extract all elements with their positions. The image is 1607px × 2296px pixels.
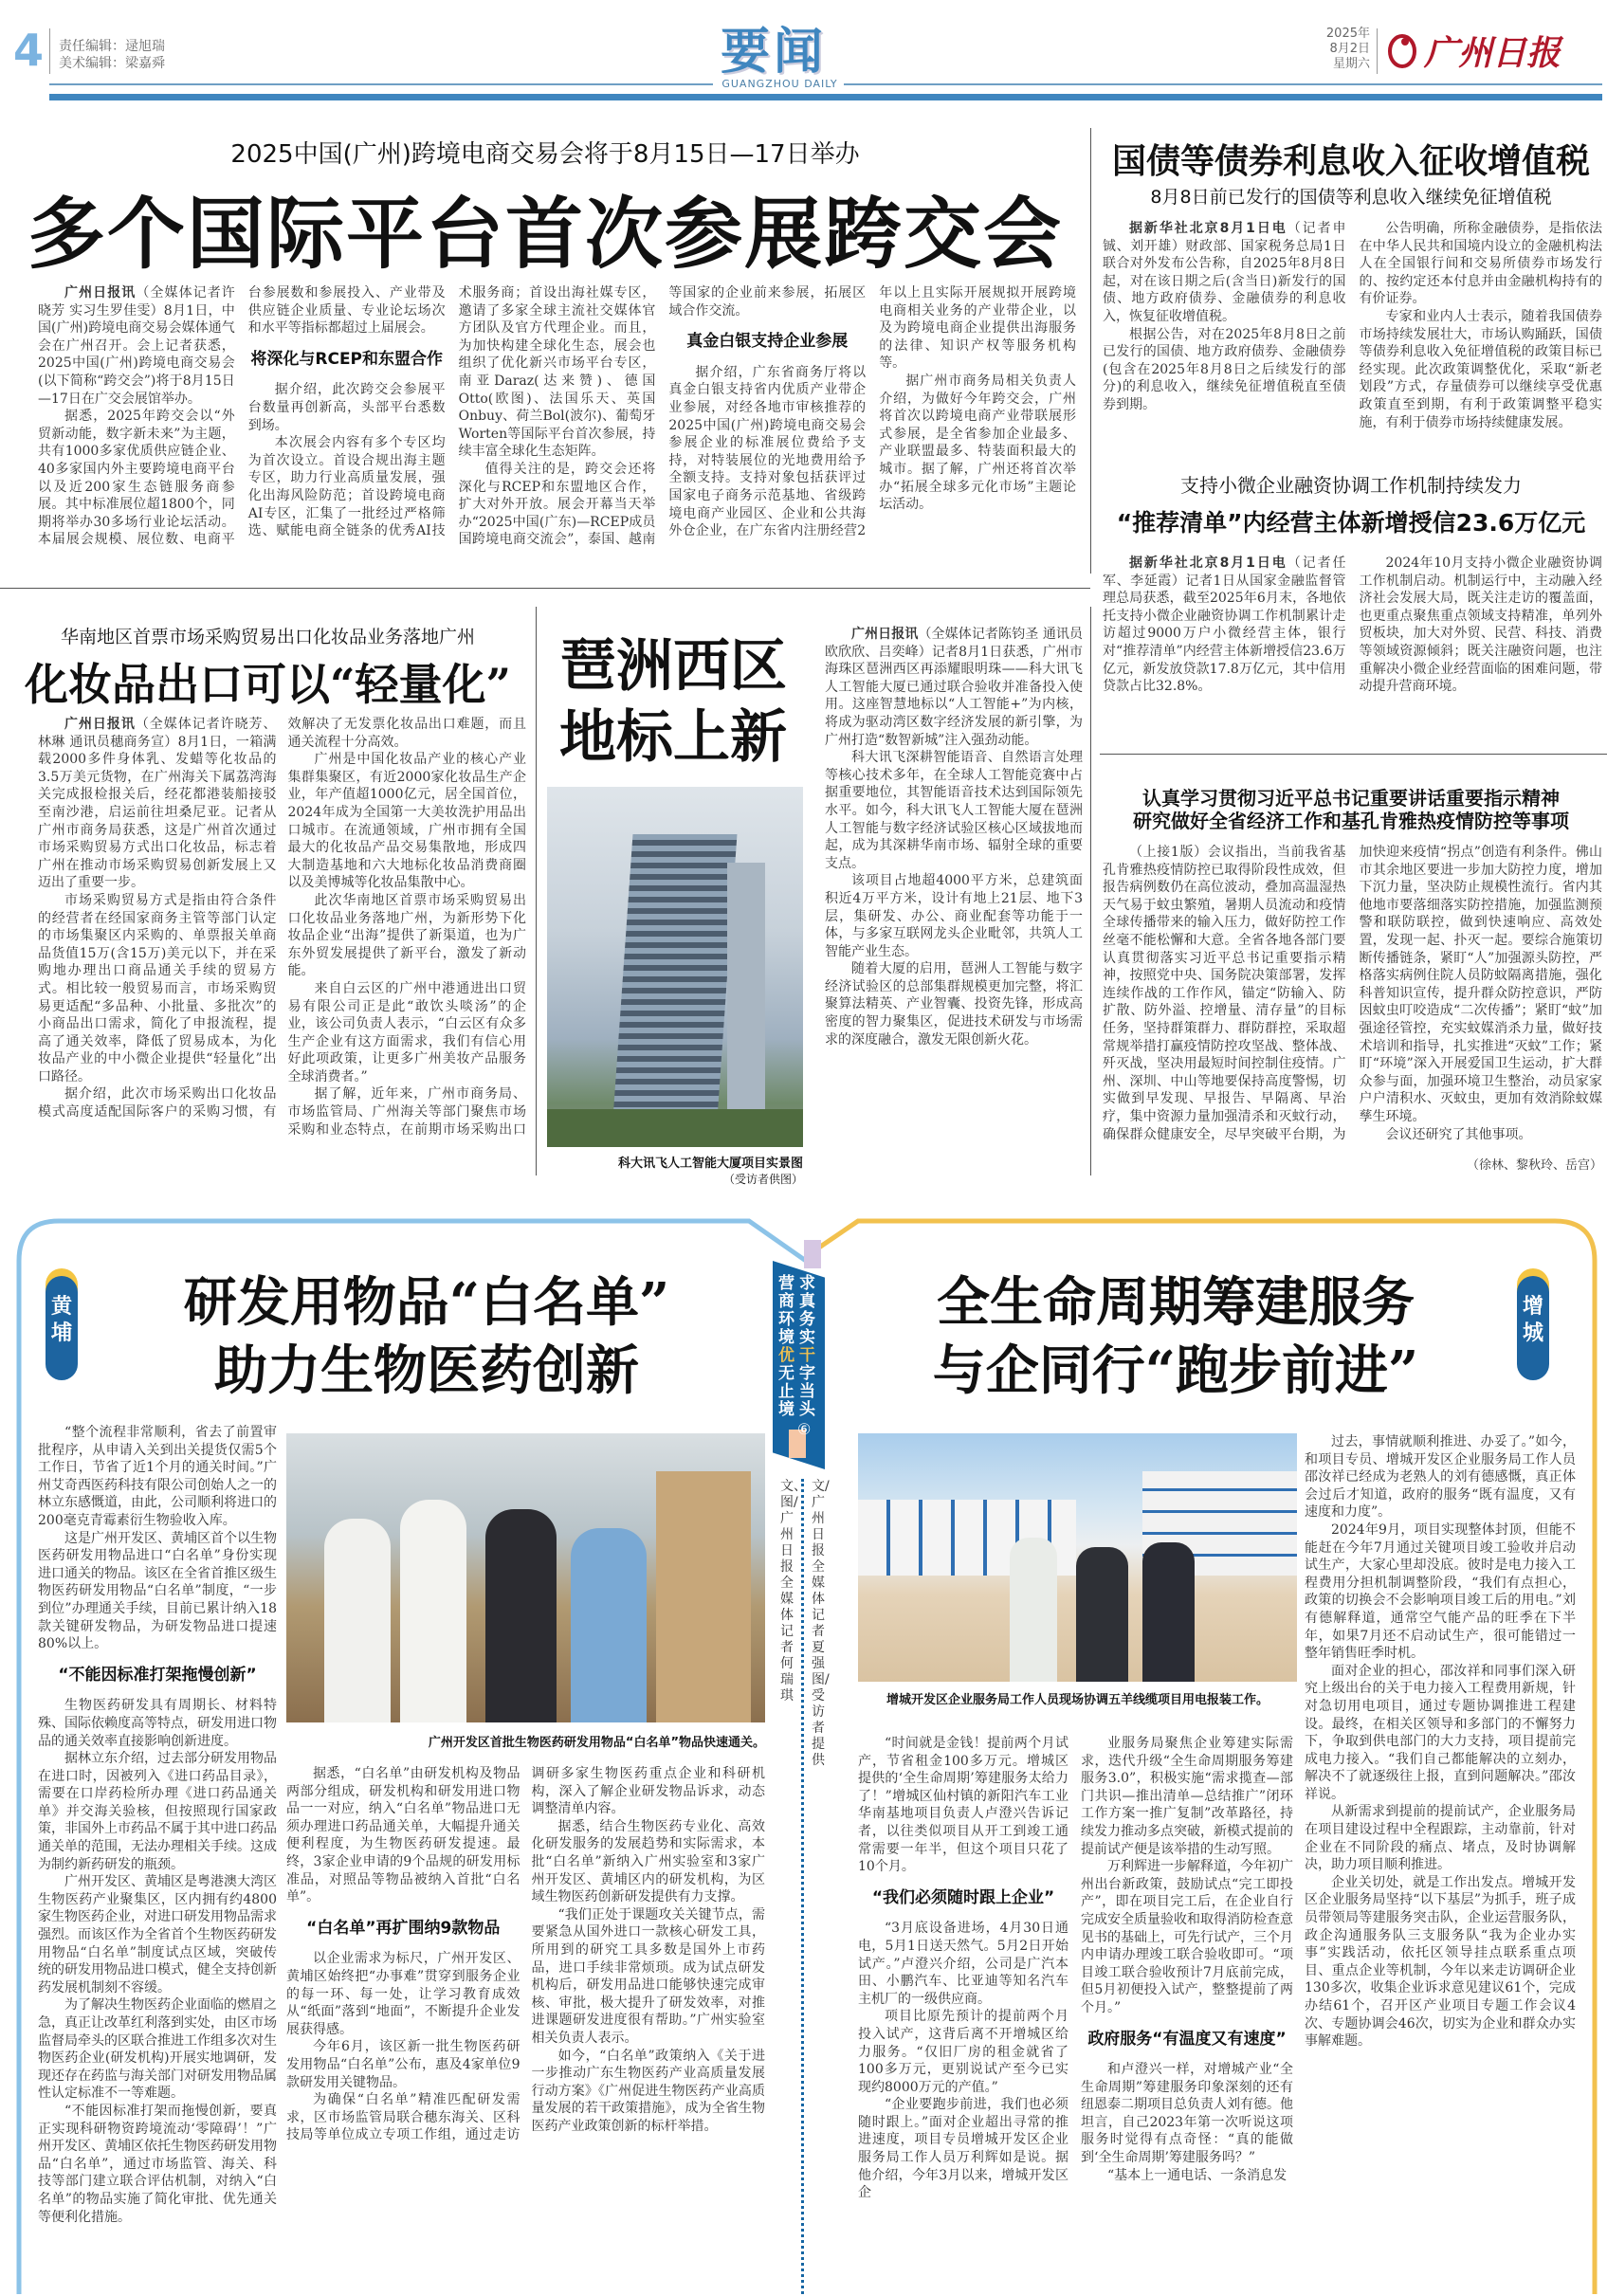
a5-headline-line1: 琶洲西区: [559, 633, 787, 700]
a3-body: [1103, 555, 1602, 735]
paragraph-text: 随着大厦的启用，琶洲人工智能与数字经济试验区的总部集群规模更加完整，将汇聚算法精英、产业智囊、投资先锋，形成高密度的智力聚集区，促进技术研发与市场需求的深度融合，激发无限创新火花。: [825, 961, 1083, 1048]
section-subtitle: GUANGZHOU DAILY: [721, 78, 838, 90]
paragraph: [286, 1765, 520, 1906]
date-year: 2025年: [1325, 27, 1370, 41]
paragraph: [879, 373, 1076, 514]
paragraph: [858, 1920, 1068, 2008]
logo-emblem-icon: [1386, 32, 1418, 70]
a8-body-col1: [858, 1735, 1068, 2287]
paragraph-text: （记者任军、李延霞）记者1日从国家金融监督管理总局获悉，截至2025年6月末，各地依托支持小微企业融资协调工作机制累计走访超过9000万户小微经营主体，银行对“推荐清单”内经营主体新增授信23.6万亿元，新发放贷款17.8万亿元，其中信用贷款占比32.8%。: [1103, 556, 1346, 695]
a7-headline-line2: 助力生物医药创新: [214, 1339, 639, 1402]
subheading: 政府服务“有温度又有速度”: [1087, 2029, 1287, 2049]
paragraph: [286, 2038, 520, 2091]
section-title: 要闻: [721, 23, 828, 81]
paragraph-text: 2024年9月，项目实现整体封顶，但能不能赶在今年7月通过关键项目竣工验收并启动试生产，大家心里却没底。彼时是电力接入工程费用分担机制调整阶段，“我们有点担心，政策的切换会不会影响项目竣工后的用电。”刘有德解释道，通常空气能产品的旺季在下半年，如果7月还不启动试生产，很可能错过一整年销售旺季时机。: [1305, 1522, 1576, 1662]
paragraph-text: 以企业需求为标尺，广州开发区、黄埔区始终把“办事难”贯穿到服务企业的每一环、每一处，让学习教育成效从“纸面”落到“地面”，不断提升企业发展获得感。: [286, 1951, 520, 2037]
art-editor: 美术编辑：梁嘉舜: [59, 56, 165, 71]
a8-site-photo: [858, 1433, 1297, 1682]
a6-body: [1103, 844, 1602, 1152]
paragraph-text: 万利辉进一步解释道，今年初广州出台新政策，鼓励试点“完工即投产”，即在项目完工后，在企业自行完成安全质量验收和取得消防检查意见书的基础上，可先行试产，三个月内申请办理竣工联合验收即可。“项目竣工联合验收预计7月底前完成，但5月初便投入试产，整整提前了两个月。”: [1081, 1859, 1293, 2015]
subheading: “我们必须随时跟上企业”: [871, 1887, 1055, 1907]
a5-caption: 科大讯飞人工智能大厦项目实景图: [617, 1157, 803, 1171]
credit-huangpu: 文、图/广州日报全媒体记者何瑞琪: [780, 1479, 807, 1704]
a7-body-col2: [286, 1765, 765, 2287]
a8-body-col3: [1305, 1433, 1576, 2287]
paragraph: [532, 2048, 766, 2136]
paragraph: [1305, 1663, 1576, 1804]
paragraph-text: 今年6月，该区新一批生物医药研发用物品“白名单”公布，惠及4家单位9款研发用关键物品。: [286, 2039, 520, 2090]
paragraph-text: （全媒体记者许晓芳、林琳 通讯员穗商务宣）8月1日，一箱满载2000多件身体乳、发蜡等化妆品的3.5万美元货物，在广州海关下属荔湾海关完成报检报关后，经花都港装船接驳至南沙港，启运前往坦桑尼亚。记者从广州市商务局获悉，这是广州首次通过市场采购贸易方式出口化妆品，标志着广州在推动市场采购贸易创新发展上又迈出了重要一步。: [38, 717, 277, 891]
a5-building-photo: [547, 787, 803, 1147]
paragraph-text: 此次华南地区首票市场采购贸易出口化妆品业务落地广州，为新形势下化妆品企业“出海”提供了新渠道，也为广东外贸发展提供了新平台，激发了新动能。: [287, 892, 526, 979]
paragraph: [288, 751, 527, 892]
paragraph-text: 广州开发区、黄埔区是粤港澳大湾区生物医药产业聚集区，区内拥有约4800家生物医药企业，对进口研发用物品需求强烈。而该区作为全省首个生物医药研发用物品“白名单”制度试点区域，突破传统的研发用物品进口模式，健全支持创新药发展机制刻不容缓。: [38, 1874, 277, 1995]
paragraph: [1103, 326, 1346, 414]
paragraph: [1305, 1522, 1576, 1663]
paragraph: [825, 626, 1083, 749]
paragraph: [288, 892, 527, 980]
paragraph-text: 来自白云区的广州中港通进出口贸易有限公司正是此“敢饮头啖汤”的企业，该公司负责人表示，“白云区有众多生产企业有这方面需求，我们有信心用好此项政策，让更多广州美妆产品服务全球消费者。”: [287, 980, 526, 1084]
paragraph-text: 据广州市商务局相关负责人介绍，为做好今年跨交会，广州将首次以跨境电商产业带联展形式参展，是全省参加企业最多、产业联盟最多、特装面积最大的城市。据了解，广州还将首次举办“拓展全球多元化市场”主题论坛活动。: [879, 373, 1076, 513]
newspaper-logo: 广州日报: [1386, 27, 1561, 75]
paragraph-text: “3月底设备进场，4月30日通电，5月1日送天然气。5月2日开始试产。”卢澄兴介绍，公司是广汽本田、小鹏汽车、比亚迪等知名汽车主机厂的一级供应商。: [858, 1921, 1068, 2007]
credit-zengcheng: 文/广州日报全媒体记者夏强 图/受访者提供: [812, 1479, 830, 1768]
paragraph-text: 为确保“白名单”精准匹配研发需求，区市场监管局联合穗东海关、区科技局等单位成立专项工作组，通过走访调研多家生物医药重点企业和科研机构，深入了解企业研发物品诉求，动态调整清单内容。: [286, 1766, 765, 2143]
a4-kicker: 华南地区首票市场采购贸易出口化妆品业务落地广州: [60, 627, 475, 647]
paragraph-text: 该项目占地超4000平方米，总建筑面积近4万平方米，设计有地上21层、地下3层，集研发、办公、商业配套等功能于一体，与多家互联网龙头企业毗邻，共筑人工智能产业生态。: [825, 873, 1083, 959]
paragraph: [1103, 555, 1346, 696]
paragraph-text: 过去，事情就顺利推进、办妥了。”如今，和项目专员、增城开发区企业服务局工作人员邵汝祥已经成为老熟人的刘有德感慨，真正体会过后才知道，政府的服务“既有温度，又有速度和力度”。: [1305, 1434, 1576, 1521]
page-number: 4: [13, 25, 45, 76]
paragraph: [1081, 1735, 1293, 1858]
paragraph-text: 据介绍，此次市场采购出口化妆品模式高度适配国际客户的采购习惯，有效解决了无发票化妆品出口难题，而且通关流程十分高效。: [38, 717, 526, 1121]
paragraph: [1305, 1433, 1576, 1522]
paragraph: [1360, 220, 1603, 308]
a2-subtitle: 8月8日前已发行的国债等利息收入继续免征增值税: [1150, 187, 1552, 208]
dateline: 广州日报讯: [851, 627, 919, 642]
paragraph-text: “我们正处于课题攻关关键节点，需要紧急从国外进口一款核心研发工具，所用到的研究工具多数是国外上市药品，进口手续非常烦琐。成为试点研发机构后，研发用品进口能够快速完成审核、审批，极大提升了研发效率，对推进课题研发进度很有帮助。”广州实验室相关负责人表示。: [531, 1906, 765, 2046]
paragraph-text: （全媒体记者陈钧圣 通讯员欧欣欣、吕奕峰）记者8月1日获悉，广州市海珠区琶洲西区再添耀眼明珠——科大讯飞人工智能大厦已通过联合验收并准备投入使用。这座智慧地标以“人工智能+”为内核，将成为驱动湾区数字经济发展的新引擎，为广州打造“数智新城”注入强劲动能。: [825, 627, 1083, 748]
paragraph-text: 专家和业内人士表示，随着我国债券市场持续发展壮大，市场认购踊跃，国债等债券利息收入免征增值税的政策目标已经实现。此次政策调整优化，采取“新老划段”方式，存量债券可以继续享受优惠政策直至到期，有利于政策调整平稳实施，有利于债券市场持续健康发展。: [1359, 308, 1602, 430]
paragraph-text: 本次展会内容有多个专区均为首次设立。首设合规出海主题专区，助力行业高质量发展，强化出海风险防范；首设跨境电商AI专区，汇集了一批经过严格筛选、赋能电商全链条的优秀AI技术服务商；首设出海社媒专区，邀请了多家全球主流社交媒体官方团队及官方代理企业。而且，为加快构建全球化生态，展会也组织了优化新兴市场平台专区，南亚Daraz(达来赞)、德国Otto(欧图)、法国乐天、英国Onbuy、荷兰Bol(波尔)、葡萄牙Worten等国际平台首次参展，持续丰富全球化生态矩阵。: [247, 285, 656, 539]
paragraph: [532, 1906, 766, 2048]
paragraph-text: 据了解，近年来，广州市商务局、市场监管局、广州海关等部门聚焦市场采购和业态特点，在前期市场采购出口: [287, 1086, 526, 1138]
paragraph-text: 如今，“白名单”政策纳入《关于进一步推动广东生物医药产业高质量发展行动方案》《广州促进生物医药产业高质量发展的若干政策措施》，成为全省生物医药产业政策创新的标杆举措。: [531, 2048, 765, 2134]
paragraph: [858, 2096, 1068, 2202]
date-day: 8月2日: [1329, 42, 1370, 56]
a7-customs-photo: [286, 1433, 765, 1722]
subheading: “不能因标准打架拖慢创新”: [58, 1665, 257, 1685]
paragraph: [38, 284, 235, 408]
subheading: “白名单”再扩围纳9款物品: [306, 1918, 501, 1938]
a3-headline: “推荐清单”内经营主体新增授信23.6万亿元: [1116, 509, 1586, 537]
paragraph: [825, 872, 1083, 960]
paragraph: [825, 749, 1083, 872]
paragraph: [38, 2103, 277, 2226]
paragraph: [1103, 220, 1346, 326]
dateline: 据新华社北京8月1日电: [1129, 221, 1287, 236]
series-title-2: 营商环境优无止境: [778, 1274, 794, 1419]
paragraph-text: “时间就是金钱！提前两个月试产，节省租金100多万元。增城区提供的‘全生命周期’筹建服务太给力了！”增城区仙村镇的新阳汽车工业华南基地项目负责人卢澄兴告诉记者，以往类似项目从开工到竣工通常需要一年半，但这个项目只花了10个月。: [858, 1736, 1068, 1875]
paragraph: [1305, 1874, 1576, 2050]
a6-byline: （徐林、黎秋玲、岳宫）: [1466, 1158, 1602, 1173]
paragraph-text: 市场采购贸易方式是指由符合条件的经营者在经国家商务主管等部门认定的市场集聚区内采购的、单票报关单商品货值15万(含15万)美元以下，并在采购地办理出口商品通关手续的贸易方式。相比较一般贸易而言，市场采购贸易更适配“多品种、小批量、多批次”的小商品出口需求，简化了申报流程，提高了通关效率，降低了贸易成本，为化妆品产业的中小微企业提供“轻量化”出口路径。: [38, 892, 277, 1084]
a6-headline-line1: 认真学习贯彻习近平总书记重要讲话重要指示精神: [1142, 787, 1560, 810]
editor: 责任编辑：逯旭瑞: [59, 39, 165, 54]
paragraph-text: 企业关切处，就是工作出发点。增城开发区企业服务局坚持“以下基层”为抓手，班子成员带领局等建服务突击队，企业运营服务队，政企沟通服务队三支服务队“我为企业办实事”实践活动，依托区领导挂点联系重点项目、重点企业等机制，今年以来走访调研企业130多次，收集企业诉求意见建议61个，完成办结61个，召开区产业项目专题工作会议4次、专题协调会46次，切实为企业和群众办实事解难题。: [1305, 1874, 1576, 2050]
a1-kicker: 2025中国(广州)跨境电商交易会将于8月15日—17日举办: [230, 140, 860, 169]
paragraph-text: 值得关注的是，跨交会还将深化与RCEP和东盟地区合作，扩大对外开放。展会开幕当天举办“2025中国(广东)—RCEP成员国跨境电商交流会”，泰国、越南等国家的企业前来参展，拓展区域合作交流。: [458, 285, 867, 548]
a1-headline: 多个国际平台首次参展跨交会: [27, 189, 1063, 280]
paragraph-text: “基本上一通电话、一条消息发: [1107, 2167, 1287, 2183]
dateline: 据新华社北京8月1日电: [1129, 556, 1287, 571]
paragraph: [1360, 555, 1603, 696]
paragraph: [825, 960, 1083, 1048]
paragraph-text: 科大讯飞深耕智能语音、自然语言处理等核心技术多年，在全球人工智能竞赛中占据重要地位，其智能语音技术达到国际领先水平。如今，科大讯飞人工智能大厦在琶洲人工智能与数字经济试验区核心区域拔地而起，成为其深耕华南市场、辐射全球的重要支点。: [825, 750, 1083, 871]
a8-headline-line1: 全生命周期筹建服务: [937, 1271, 1415, 1334]
a8-caption: 增城开发区企业服务局工作人员现场协调五羊线缆项目用电报装工作。: [886, 1693, 1269, 1707]
paragraph-text: 据悉，2025年跨交会以“外贸新动能，数字新未来”为主题，共有1000多家优质供应链企业、40多家国内外主要跨境电商平台以及近200家生态链服务商参展。其中标准展位超1800个，同期将举办30多场行业论坛活动。本届展会规模、展位数、电商平台参展数和参展投入、产业带及供应链企业质量、专业论坛场次和水平等指标都超过上届展会。: [38, 285, 446, 548]
paragraph: [38, 1697, 277, 1750]
paragraph: [1305, 1803, 1576, 1873]
paragraph: [532, 1818, 766, 1906]
paragraph-text: 这是广州开发区、黄埔区首个以生物医药研发用物品进口“白名单”身份实现进口通关的物品。该区在全省首推区级生物医药研发用物品“白名单”制度，“一步到位”办理通关手续，目前已累计纳入18款关键研发物品，为研发物品进口提速80%以上。: [38, 1530, 277, 1652]
paragraph: [38, 1873, 277, 1996]
paragraph: [38, 1424, 277, 1530]
a1-body: [38, 284, 1076, 574]
paragraph-text: 据悉，“白名单”由研发机构及物品两部分组成，研发机构和研发用进口物品一一对应，纳入“白名单”物品进口无须办理进口药品通关单，大幅提升通关便利程度，为生物医药研发提速。最终，3家企业申请的9个品规的研发用标准品，对照品等物品被纳入首批“白名单”。: [286, 1766, 520, 1905]
a7-caption: 广州开发区首批生物医药研发用物品“白名单”物品快速通关。: [428, 1736, 765, 1750]
paragraph-text: 公告明确，所称金融债券，是指依法在中华人民共和国境内设立的金融机构法人在全国银行间和交易所债券市场发行的、按约定还本付息并由金融机构持有的有价证券。: [1359, 221, 1602, 307]
a2-headline: 国债等债券利息收入征收增值税: [1111, 142, 1590, 181]
a6-headline-line2: 研究做好全省经济工作和基孔肯雅热疫情防控等事项: [1133, 810, 1569, 832]
paragraph-text: 为了解决生物医药企业面临的燃眉之急，真正让改革红利落到实处，由区市场监督局牵头的区联合推进工作组多次对生物医药企业(研发机构)开展实地调研，发现还存在药监与海关部门对研发用物品属性认定标准不一等难题。: [38, 1997, 277, 2102]
paragraph: [38, 1750, 277, 1873]
paragraph-text: （全媒体记者许晓芳 实习生罗佳雯）8月1日，中国(广州)跨境电商交易会媒体通气会在广州召开。会上记者获悉，2025中国(广州)跨境电商交易会(以下简称“跨交会”)将于8月15日—17日在广交会展馆举办。: [38, 285, 235, 407]
paragraph-text: 会议还研究了其他事项。: [1385, 1126, 1532, 1142]
paragraph-text: 据林立东介绍，过去部分研发用物品在进口时，因被列入《进口药品目录》，需要在口岸药检所办理《进口药品通关单》并交海关验核，但按照现行国家政策，非国外上市药品不属于其中进口药品通关单的范围，无法办理相关手续。这成为制约新药研发的瓶颈。: [38, 1751, 277, 1872]
a5-body: [825, 626, 1083, 1175]
subheading: 真金白银支持企业参展: [686, 332, 849, 352]
paragraph: [38, 716, 277, 892]
paragraph: [858, 1735, 1068, 1876]
paragraph-text: 2024年10月支持小微企业融资协调工作机制启动。机制运行中，主动融入经济社会发展大局，既关注走访的覆盖面，也更重点聚焦重点领域支持精准，单列外贸板块，加大对外贸、民营、科技、消费等领域资源倾斜；既关注融资问题，也注重解决小微企业经营面临的困难问题，带动提升营商环境。: [1359, 556, 1602, 695]
a5-credit: （受访者供图）: [722, 1173, 803, 1186]
paragraph-text: 据悉，结合生物医药专业化、高效化研发服务的发展趋势和实际需求，本批“白名单”新纳入广州实验室和3家广州开发区、黄埔区内的研发机构，为区域生物医药创新研发提供有力支撑。: [531, 1818, 765, 1905]
dateline: 广州日报讯: [64, 285, 137, 301]
a2-body: [1103, 220, 1602, 443]
paragraph-text: 面对企业的担心，邵汝祥和同事们深入研究上级出台的关于电力接入工程费用新规，针对急切用电项目，通过专题协调推进工程建设。最终，在相关区领导和多部门的不懈努力下，争取到供电部门的大力支持，项目提前完成电力接入。“我们自己都能解决的立刻办，解决不了就逐级往上报，直到问题解决。”邵汝祥说。: [1305, 1663, 1576, 1802]
paragraph-text: （上接1版）会议指出，当前我省基孔肯雅热疫情防控已取得阶段性成效，但报告病例数仍在高位波动，叠加高温湿热天气易于蚊虫繁殖，暑期人员流动和疫情全球传播带来的输入压力，做好防控工作丝毫不能松懈和大意。全省各地各部门要认真贯彻落实习近平总书记重要指示精神，按照党中央、国务院决策部署，发挥连续作战的工作作风，锚定“防输入、防扩散、防外溢、控增量、清存量”的目标任务，坚持群策群力、群防群控，采取超常规举措打赢疫情防控攻坚战、整体战、歼灭战，坚决用最短时间控制住疫情。广州、深圳、中山等地要保持高度警惕，切实做到早发现、早报告、早隔离、早治疗，集中资源力量加强清杀和灭蚊行动，确保群众健康安全，尽早突破平台期，为加快迎来疫情“拐点”创造有利条件。佛山市其余地区要进一步加大防控力度，增加下沉力量，坚决防止规模性流行。省内其他地市要落细落实防控措施，加强监测预警和联防联控，做到快速响应、高效处置，发现一起、扑灭一起。要综合施策切断传播链条，紧盯“人”加强源头防控，严格落实病例住院人员防蚊隔离措施，强化科普知识宣传，提升群众防控意识，严防因蚊虫叮咬造成“二次传播”；紧盯“蚊”加强途径管控，充实蚊媒消杀力量，做好技术培训和指导，扎实推进“灭蚊”工作；紧盯“环境”深入开展爱国卫生运动，扩大群众参与面，加强环境卫生整治，动员家家户户清积水、灭蚊虫，更加有效消除蚊媒孳生环境。: [1103, 845, 1602, 1142]
a4-body: [38, 716, 526, 1142]
paragraph: [286, 1950, 520, 2038]
weekday: 星期六: [1332, 57, 1370, 71]
paragraph: [1103, 844, 1602, 1143]
paragraph: [1360, 1126, 1603, 1144]
a3-kicker: 支持小微企业融资协调工作机制持续发力: [1180, 474, 1522, 497]
series-title-1: 求真务实干字当头: [799, 1274, 815, 1419]
paragraph: [38, 1996, 277, 2103]
a8-body-col2: [1081, 1735, 1293, 2287]
paragraph: [858, 2008, 1068, 2096]
paragraph: [1081, 2167, 1293, 2185]
paragraph-text: “整个流程非常顺利，省去了前置审批程序，从申请入关到出关提货仅需5个工作日，节省了近1个月的通关时间。”广州艾奇西医药科技有限公司创始人之一的林立东感慨道，由此，公司顺利将进口的200毫克青霉素衍生物验收入库。: [38, 1425, 277, 1528]
paragraph-text: 项目比原先预计的提前两个月投入试产，这背后离不开增城区给力服务。“仅旧厂房的租金就省了100多万元，更别说试产至今已实现约8000万元的产值。”: [858, 2009, 1068, 2095]
paragraph-text: 从新需求到提前的提前试产，企业服务局在项目建设过程中全程跟踪，主动靠前，针对企业在不同阶段的痛点、堵点，及时协调解决，助力项目顺利推进。: [1305, 1804, 1576, 1873]
district-tag-huangpu: 黄埔: [46, 1276, 78, 1380]
paragraph-text: 广州是中国化妆品产业的核心产业集群集聚区，有近2000家化妆品生产企业，年产值超1000亿元，居全国首位，2024年成为全国第一大美妆洗护用品出口城市。在流通领域，广州市拥有全国最大的化妆品产品交易集散地，形成四大制造基地和六大地标化妆品消费商圈以及美博城等化妆品集散中心。: [287, 752, 526, 891]
paragraph-text: 和卢澄兴一样，对增城产业“全生命周期”筹建服务印象深刻的还有纽恩泰二期项目总负责人刘有德。他坦言，自己2023年第一次听说这项服务时觉得有点奇怪：“真的能做到‘全生命周期’筹建服务吗？”: [1081, 2062, 1293, 2166]
paragraph-text: 据介绍，此次跨交会参展平台数量再创新高，头部平台悉数到场。: [247, 382, 446, 433]
paragraph: [1360, 308, 1603, 431]
paragraph: [288, 980, 527, 1086]
paragraph: [1081, 1858, 1293, 2016]
paragraph: [1081, 2061, 1293, 2167]
dateline: 广州日报讯: [64, 717, 136, 732]
a4-headline: 化妆品出口可以“轻量化”: [25, 659, 511, 710]
a7-headline-line1: 研发用物品“白名单”: [183, 1271, 670, 1334]
a7-body-col1: [38, 1424, 277, 2287]
paragraph: [38, 1530, 277, 1653]
paragraph-text: “企业要跑步前进，我们也必须随时跟上。”面对企业超出寻常的推进速度，项目专员增城开发区企业服务局工作人员万利辉如是说。据他介绍，今年3月以来，增城开发区企: [858, 2097, 1068, 2201]
paragraph-text: 根据公告，对在2025年8月8日之前已发行的国债、地方政府债券、金融债券(包含在2025年8月8日之后续发行的部分)的利息收入，继续免征增值税直至债券到期。: [1103, 326, 1346, 412]
paragraph-text: 据介绍，广东省商务厅将以真金白银支持省内优质产业带企业参展，对经各地市审核推荐的2025中国(广州)跨境电商交易会参展企业的标准展位费给予支持，对特装展位的光地费用给予全额支持。支持对象包括获评过国家电子商务示范基地、省级跨境电商产业园区、企业和公共海外仓企业，在广东省内注册经营2年以上且实际开展规拟开展跨境电商相关业务的产业带企业，以及为跨境电商企业提供出海服务的法律、知识产权等服务机构等。: [668, 285, 1076, 539]
paragraph: [38, 892, 277, 1086]
paragraph-text: 业服务局聚焦企业筹建实际需求，迭代升级“全生命周期服务筹建服务3.0”，积极实施“需求揽查—部门共识—推出清单—总结推广”闭环工作方案一推广复制”改革路径，持续发力推动多点突破，新模式提前的提前试产便是该举措的生动写照。: [1081, 1736, 1293, 1857]
paragraph-text: 生物医药研发具有周期长、材料特殊、国际依赖度高等特点，研发用进口物品的通关效率直接影响创新进度。: [38, 1698, 277, 1749]
a5-headline-line2: 地标上新: [559, 704, 787, 771]
paragraph: [248, 381, 446, 434]
paragraph-text: （记者申铖、刘开雄）财政部、国家税务总局1日联合对外发布公告称，自2025年8月8日起，对在该日期之后(含当日)新发行的国债、地方政府债券、金融债券的利息收入，恢复征收增值税。: [1103, 221, 1346, 324]
series-number: ⑥: [797, 1420, 812, 1438]
district-tag-zengcheng: 增城: [1517, 1276, 1549, 1380]
subheading: 将深化与RCEP和东盟合作: [250, 349, 444, 369]
paragraph-text: “不能因标准打架而拖慢创新，要真正实现科研物资跨境流动‘零障碍’！”广州开发区、黄埔区依托生物医药研发用物品“白名单”，通过市场监管、海关、科技等部门建立联合评估机制，对纳入“白名单”的物品实施了简化审批、优先通关等便利化措施。: [38, 2103, 277, 2225]
a8-headline-line2: 与企同行“跑步前进”: [932, 1339, 1419, 1402]
